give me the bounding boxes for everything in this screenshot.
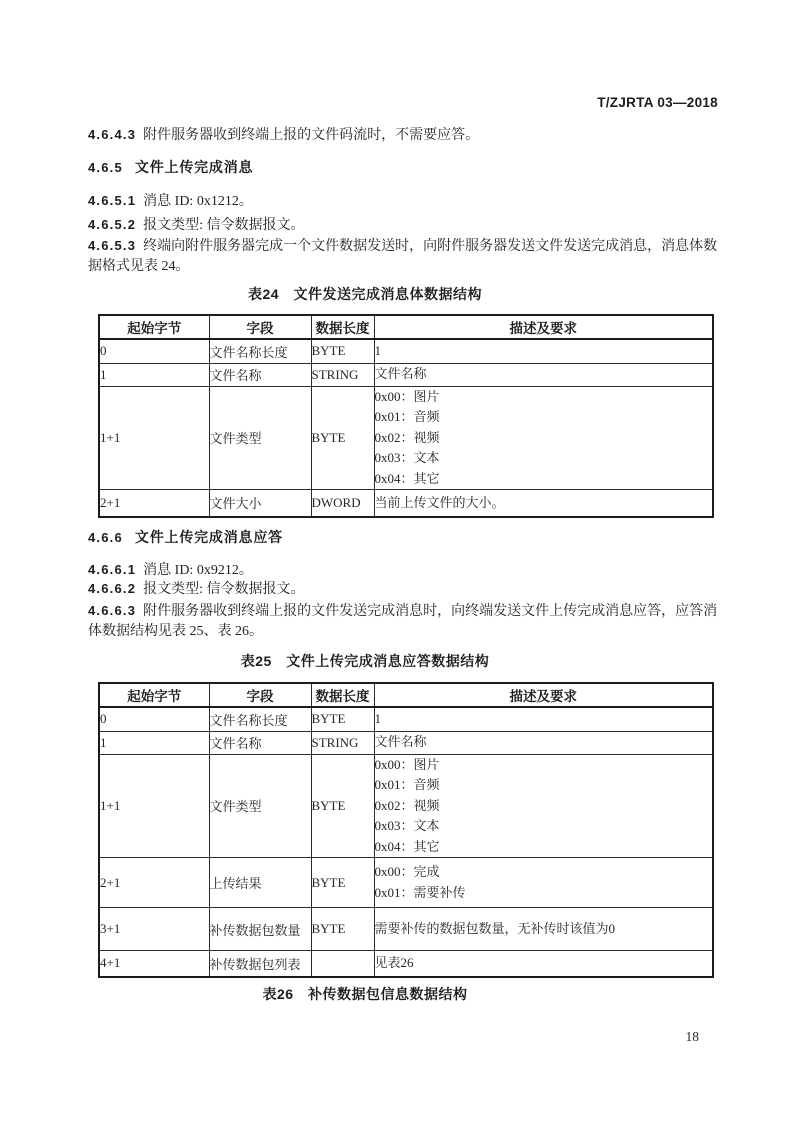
clause-number: 4.6.5.3 — [88, 238, 137, 253]
table-header-row — [99, 315, 713, 339]
cell-description — [374, 754, 713, 858]
cell-description — [374, 386, 713, 490]
cell-field: 文件类型 — [209, 386, 311, 490]
cell-data-length: BYTE — [311, 339, 374, 363]
cell-start-byte: 1+1 — [99, 754, 209, 858]
cell-field: 文件名称长度 — [209, 339, 311, 363]
table-row — [99, 951, 713, 977]
cell-start-byte: 1 — [99, 363, 209, 386]
table-25-caption: 表25 文件上传完成消息应答数据结构 — [240, 653, 490, 669]
column-header: 数据长度 — [311, 683, 374, 707]
description-line: 文件名称 — [374, 366, 427, 382]
description-line: 1 — [374, 711, 381, 726]
cell-start-byte: 3+1 — [99, 908, 209, 951]
clause-number: 4.6.6.2 — [88, 581, 137, 596]
clause-text: 附件服务器收到终端上报的文件发送完成消息时，向终端发送文件上传完成消息应答，应答消 — [143, 604, 718, 619]
clause-number: 4.6.5.1 — [88, 193, 137, 208]
heading-title: 文件上传完成消息应答 — [134, 529, 283, 545]
cell-description — [374, 339, 713, 363]
clause-text: 附件服务器收到终端上报的文件码流时，不需要应答。 — [143, 128, 480, 143]
table-row — [99, 858, 713, 908]
cell-field: 上传结果 — [209, 858, 311, 908]
document-number: T/ZJRTA 03—2018 — [597, 95, 718, 110]
cell-description — [374, 908, 713, 951]
description-line: 0x02：视频 — [374, 797, 440, 813]
table-24-caption: 表24 文件发送完成消息体数据结构 — [247, 286, 483, 302]
clause-number: 4.6.6.3 — [88, 603, 137, 618]
heading-number: 4.6.6 — [88, 530, 123, 545]
heading-title: 文件上传完成消息 — [134, 159, 254, 175]
table-row — [99, 386, 713, 490]
clause-text: 报文类型: 信令数据报文。 — [143, 218, 305, 233]
table-header-row — [99, 683, 713, 707]
description-line: 需要补传的数据包数量，无补传时该值为0 — [374, 920, 616, 936]
column-header: 字段 — [209, 315, 311, 339]
description-line: 见表26 — [374, 955, 414, 970]
table-row — [99, 490, 713, 517]
table-26-caption: 表26 补传数据包信息数据结构 — [262, 986, 468, 1002]
cell-description — [374, 858, 713, 908]
description-line: 文件名称 — [374, 734, 427, 750]
table-row — [99, 731, 713, 754]
cell-data-length: BYTE — [311, 858, 374, 908]
cell-description — [374, 731, 713, 754]
table-24 — [98, 314, 714, 518]
clause-4-6-6-3-continued — [88, 622, 740, 641]
description-line: 0x01：音频 — [374, 409, 440, 424]
clause-4-6-5-2 — [88, 215, 740, 235]
cell-description — [374, 951, 713, 977]
clause-number: 4.6.6.1 — [88, 562, 137, 577]
clause-4-6-5-1 — [88, 191, 740, 211]
clause-text: 报文类型: 信令数据报文。 — [143, 582, 305, 597]
cell-start-byte: 4+1 — [99, 951, 209, 977]
column-header: 描述及要求 — [374, 683, 713, 707]
cell-data-length: STRING — [311, 731, 374, 754]
table-row — [99, 707, 713, 731]
cell-data-length — [311, 951, 374, 977]
cell-data-length: BYTE — [311, 754, 374, 858]
cell-start-byte: 0 — [99, 339, 209, 363]
description-line: 0x00：图片 — [374, 388, 440, 404]
description-line: 0x03：文本 — [374, 818, 440, 833]
column-header: 描述及要求 — [374, 315, 713, 339]
clause-number: 4.6.4.3 — [88, 127, 137, 142]
clause-text: 消息 ID: 0x1212。 — [143, 194, 253, 209]
table-25 — [98, 682, 714, 978]
cell-data-length: BYTE — [311, 386, 374, 490]
column-header: 数据长度 — [311, 315, 374, 339]
table-row — [99, 339, 713, 363]
cell-data-length: STRING — [311, 363, 374, 386]
cell-start-byte: 0 — [99, 707, 209, 731]
cell-start-byte: 1 — [99, 731, 209, 754]
cell-start-byte: 1+1 — [99, 386, 209, 490]
cell-description — [374, 363, 713, 386]
clause-4-6-4-3 — [88, 125, 740, 145]
cell-data-length: DWORD — [311, 490, 374, 517]
clause-text: 据格式见表 24。 — [88, 259, 190, 274]
column-header: 起始字节 — [99, 683, 209, 707]
description-line: 0x01：需要补传 — [374, 884, 466, 900]
description-line: 0x00：图片 — [374, 756, 440, 772]
description-line: 0x02：视频 — [374, 429, 440, 445]
cell-description — [374, 707, 713, 731]
cell-data-length: BYTE — [311, 908, 374, 951]
page-number: 18 — [685, 1029, 699, 1044]
cell-field: 文件大小 — [209, 490, 311, 517]
description-line: 当前上传文件的大小。 — [374, 494, 505, 510]
cell-start-byte: 2+1 — [99, 858, 209, 908]
description-line: 0x03：文本 — [374, 450, 440, 465]
table-row — [99, 754, 713, 858]
clause-4-6-6-1 — [88, 560, 740, 580]
clause-text: 体数据结构见表 25、表 26。 — [88, 624, 263, 639]
cell-field: 文件名称 — [209, 363, 311, 386]
clause-text: 消息 ID: 0x9212。 — [143, 563, 253, 578]
description-line: 0x04：其它 — [374, 470, 440, 486]
cell-data-length: BYTE — [311, 707, 374, 731]
description-line: 0x00：完成 — [374, 864, 440, 879]
cell-field: 文件名称长度 — [209, 707, 311, 731]
description-line: 1 — [374, 343, 381, 358]
heading-4-6-5 — [88, 158, 740, 177]
clause-4-6-5-3-continued — [88, 257, 740, 276]
cell-field: 文件类型 — [209, 754, 311, 858]
table-row — [99, 908, 713, 951]
cell-start-byte: 2+1 — [99, 490, 209, 517]
description-line: 0x01：音频 — [374, 777, 440, 792]
clause-4-6-6-2 — [88, 579, 740, 599]
heading-4-6-6 — [88, 528, 740, 547]
heading-number: 4.6.5 — [88, 160, 123, 175]
clause-4-6-5-3 — [88, 236, 740, 256]
cell-field: 补传数据包数量 — [209, 908, 311, 951]
table-row — [99, 363, 713, 386]
column-header: 起始字节 — [99, 315, 209, 339]
cell-description — [374, 490, 713, 517]
clause-number: 4.6.5.2 — [88, 217, 137, 232]
clause-4-6-6-3 — [88, 601, 740, 621]
description-line: 0x04：其它 — [374, 838, 440, 854]
cell-field: 补传数据包列表 — [209, 951, 311, 977]
column-header: 字段 — [209, 683, 311, 707]
clause-text: 终端向附件服务器完成一个文件数据发送时，向附件服务器发送文件发送完成消息，消息体数 — [143, 239, 718, 254]
cell-field: 文件名称 — [209, 731, 311, 754]
